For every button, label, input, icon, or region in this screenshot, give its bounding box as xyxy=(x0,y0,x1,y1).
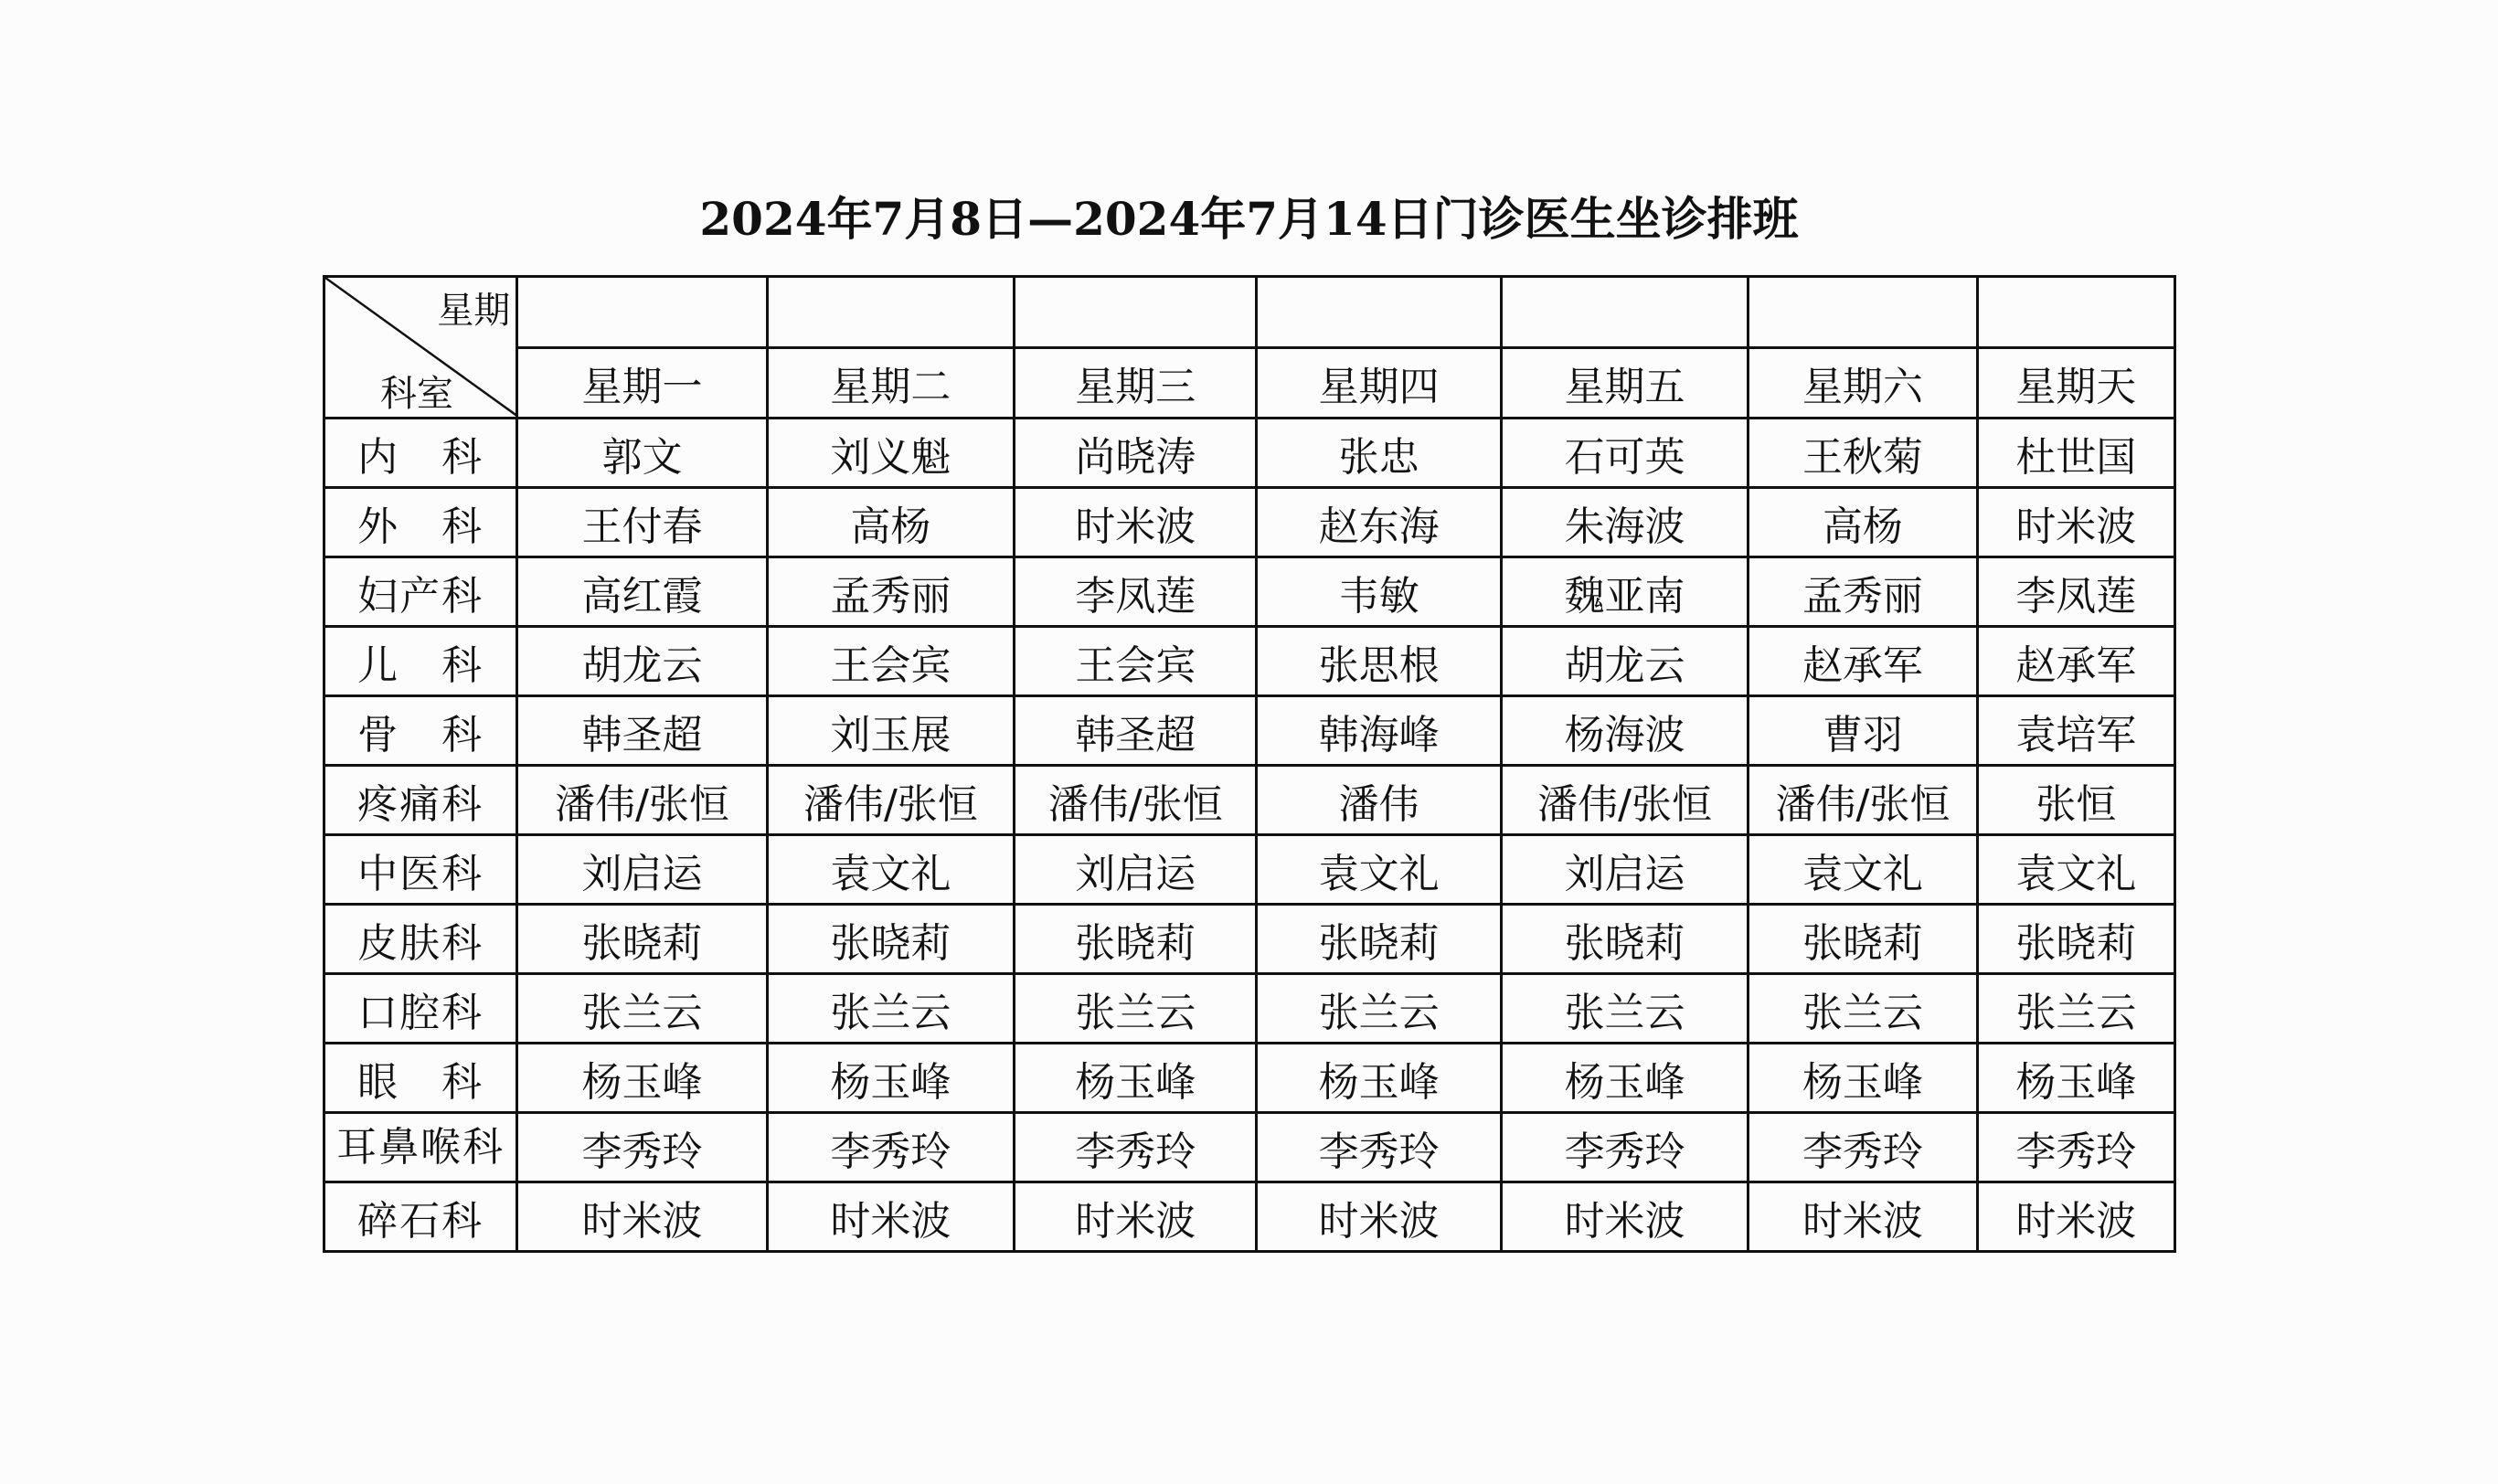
doctor-cell: 袁文礼 xyxy=(767,835,1014,905)
doctor-cell: 石可英 xyxy=(1501,419,1748,488)
blank-header-cell xyxy=(517,277,767,348)
day-header-monday: 星期一 xyxy=(517,347,767,419)
doctor-cell: 张晓莉 xyxy=(1977,905,2174,974)
doctor-cell: 韩圣超 xyxy=(517,696,767,766)
doctor-cell: 潘伟/张恒 xyxy=(1749,766,1977,835)
department-cell: 儿 科 xyxy=(324,627,517,696)
doctor-cell: 杨玉峰 xyxy=(1015,1044,1257,1113)
doctor-cell: 尚晓涛 xyxy=(1015,419,1257,488)
doctor-cell: 潘伟 xyxy=(1257,766,1501,835)
doctor-cell: 时米波 xyxy=(1015,488,1257,557)
department-cell: 中医科 xyxy=(324,835,517,905)
doctor-cell: 韦敏 xyxy=(1257,557,1501,627)
department-cell: 妇产科 xyxy=(324,557,517,627)
day-header-saturday: 星期六 xyxy=(1749,347,1977,419)
doctor-cell: 孟秀丽 xyxy=(767,557,1014,627)
blank-header-cell xyxy=(767,277,1014,348)
doctor-cell: 袁文礼 xyxy=(1749,835,1977,905)
header-row-top xyxy=(324,277,2175,348)
doctor-cell: 赵承军 xyxy=(1749,627,1977,696)
day-header-friday: 星期五 xyxy=(1501,347,1748,419)
doctor-cell: 张兰云 xyxy=(1015,974,1257,1044)
doctor-cell: 赵东海 xyxy=(1257,488,1501,557)
doctor-cell: 时米波 xyxy=(517,1182,767,1252)
doctor-cell: 时米波 xyxy=(1015,1182,1257,1252)
doctor-cell: 时米波 xyxy=(1977,1182,2174,1252)
department-cell: 内 科 xyxy=(324,419,517,488)
doctor-cell: 张忠 xyxy=(1257,419,1501,488)
day-header-tuesday: 星期二 xyxy=(767,347,1014,419)
department-cell: 皮肤科 xyxy=(324,905,517,974)
doctor-cell: 高红霞 xyxy=(517,557,767,627)
table-row xyxy=(324,1044,2175,1113)
table-row xyxy=(324,557,2175,627)
doctor-cell: 刘启运 xyxy=(1015,835,1257,905)
page-title: 2024年7月8日—2024年7月14日门诊医生坐诊排班 xyxy=(699,192,1799,246)
doctor-cell: 王付春 xyxy=(517,488,767,557)
doctor-cell: 杨玉峰 xyxy=(767,1044,1014,1113)
doctor-cell: 杨海波 xyxy=(1501,696,1748,766)
doctor-cell: 胡龙云 xyxy=(1501,627,1748,696)
table-row xyxy=(324,974,2175,1044)
doctor-cell: 张晓莉 xyxy=(1015,905,1257,974)
table-row xyxy=(324,905,2175,974)
doctor-cell: 杨玉峰 xyxy=(1977,1044,2174,1113)
doctor-cell: 李秀玲 xyxy=(1257,1113,1501,1182)
schedule-table xyxy=(323,275,2176,1253)
doctor-cell: 王会宾 xyxy=(767,627,1014,696)
doctor-cell: 韩海峰 xyxy=(1257,696,1501,766)
doctor-cell: 胡龙云 xyxy=(517,627,767,696)
doctor-cell: 孟秀丽 xyxy=(1749,557,1977,627)
doctor-cell: 时米波 xyxy=(1749,1182,1977,1252)
department-cell: 眼 科 xyxy=(324,1044,517,1113)
doctor-cell: 杨玉峰 xyxy=(1501,1044,1748,1113)
doctor-cell: 袁培军 xyxy=(1977,696,2174,766)
doctor-cell: 时米波 xyxy=(1977,488,2174,557)
doctor-cell: 赵承军 xyxy=(1977,627,2174,696)
doctor-cell: 袁文礼 xyxy=(1977,835,2174,905)
table-row xyxy=(324,696,2175,766)
blank-header-cell xyxy=(1015,277,1257,348)
doctor-cell: 李秀玲 xyxy=(1749,1113,1977,1182)
doctor-cell: 刘义魁 xyxy=(767,419,1014,488)
doctor-cell: 李凤莲 xyxy=(1015,557,1257,627)
doctor-cell: 韩圣超 xyxy=(1015,696,1257,766)
department-cell: 耳鼻喉科 xyxy=(324,1113,517,1182)
doctor-cell: 张晓莉 xyxy=(1749,905,1977,974)
doctor-cell: 高杨 xyxy=(1749,488,1977,557)
day-header-sunday: 星期天 xyxy=(1977,347,2174,419)
corner-label-weekday: 星期 xyxy=(437,290,511,332)
doctor-cell: 杨玉峰 xyxy=(1257,1044,1501,1113)
doctor-cell: 杜世国 xyxy=(1977,419,2174,488)
doctor-cell: 时米波 xyxy=(1501,1182,1748,1252)
doctor-cell: 李凤莲 xyxy=(1977,557,2174,627)
doctor-cell: 潘伟/张恒 xyxy=(1501,766,1748,835)
department-cell: 疼痛科 xyxy=(324,766,517,835)
blank-header-cell xyxy=(1501,277,1748,348)
table-row xyxy=(324,835,2175,905)
doctor-cell: 王会宾 xyxy=(1015,627,1257,696)
doctor-cell: 刘启运 xyxy=(517,835,767,905)
doctor-cell: 潘伟/张恒 xyxy=(1015,766,1257,835)
table-row xyxy=(324,627,2175,696)
doctor-cell: 张兰云 xyxy=(1749,974,1977,1044)
department-cell: 外 科 xyxy=(324,488,517,557)
doctor-cell: 张兰云 xyxy=(517,974,767,1044)
blank-header-cell xyxy=(1977,277,2174,348)
doctor-cell: 杨玉峰 xyxy=(517,1044,767,1113)
doctor-cell: 张晓莉 xyxy=(517,905,767,974)
doctor-cell: 李秀玲 xyxy=(767,1113,1014,1182)
doctor-cell: 潘伟/张恒 xyxy=(767,766,1014,835)
blank-header-cell xyxy=(1257,277,1501,348)
blank-header-cell xyxy=(1749,277,1977,348)
department-cell: 碎石科 xyxy=(324,1182,517,1252)
day-header-thursday: 星期四 xyxy=(1257,347,1501,419)
day-header-wednesday: 星期三 xyxy=(1015,347,1257,419)
doctor-cell: 张恒 xyxy=(1977,766,2174,835)
doctor-cell: 张晓莉 xyxy=(1257,905,1501,974)
doctor-cell: 潘伟/张恒 xyxy=(517,766,767,835)
table-row xyxy=(324,419,2175,488)
doctor-cell: 李秀玲 xyxy=(1015,1113,1257,1182)
table-row xyxy=(324,1113,2175,1182)
doctor-cell: 杨玉峰 xyxy=(1749,1044,1977,1113)
doctor-cell: 王秋菊 xyxy=(1749,419,1977,488)
table-row xyxy=(324,766,2175,835)
doctor-cell: 曹羽 xyxy=(1749,696,1977,766)
doctor-cell: 刘玉展 xyxy=(767,696,1014,766)
doctor-cell: 张晓莉 xyxy=(767,905,1014,974)
table-row xyxy=(324,1182,2175,1252)
table-row xyxy=(324,488,2175,557)
doctor-cell: 郭文 xyxy=(517,419,767,488)
doctor-cell: 张兰云 xyxy=(1977,974,2174,1044)
doctor-cell: 李秀玲 xyxy=(1977,1113,2174,1182)
doctor-cell: 李秀玲 xyxy=(1501,1113,1748,1182)
doctor-cell: 魏亚南 xyxy=(1501,557,1748,627)
doctor-cell: 袁文礼 xyxy=(1257,835,1501,905)
doctor-cell: 李秀玲 xyxy=(517,1113,767,1182)
corner-label-department: 科室 xyxy=(380,373,453,415)
department-cell: 骨 科 xyxy=(324,696,517,766)
doctor-cell: 高杨 xyxy=(767,488,1014,557)
doctor-cell: 时米波 xyxy=(767,1182,1014,1252)
doctor-cell: 朱海波 xyxy=(1501,488,1748,557)
doctor-cell: 刘启运 xyxy=(1501,835,1748,905)
doctor-cell: 时米波 xyxy=(1257,1182,1501,1252)
doctor-cell: 张兰云 xyxy=(1501,974,1748,1044)
doctor-cell: 张兰云 xyxy=(1257,974,1501,1044)
header-row-days xyxy=(324,347,2175,419)
doctor-cell: 张晓莉 xyxy=(1501,905,1748,974)
corner-header-cell xyxy=(324,277,517,419)
doctor-cell: 张兰云 xyxy=(767,974,1014,1044)
department-cell: 口腔科 xyxy=(324,974,517,1044)
doctor-cell: 张思根 xyxy=(1257,627,1501,696)
